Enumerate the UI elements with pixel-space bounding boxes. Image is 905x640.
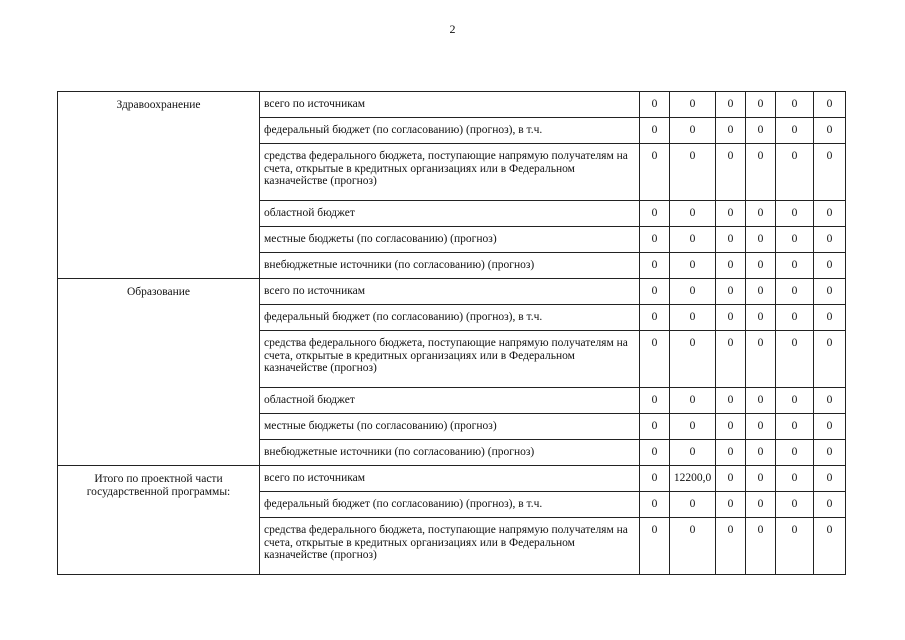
source-label: областной бюджет — [260, 201, 640, 227]
source-label: внебюджетные источники (по согласованию) (прогноз) — [260, 440, 640, 466]
value-cell: 0 — [670, 388, 716, 414]
value-cell: 0 — [746, 201, 776, 227]
table-row — [58, 279, 846, 305]
value-cell: 0 — [640, 92, 670, 118]
source-label: всего по источникам — [260, 92, 640, 118]
value-cell: 0 — [640, 201, 670, 227]
value-cell: 0 — [670, 201, 716, 227]
source-label: всего по источникам — [260, 279, 640, 305]
value-cell: 0 — [670, 92, 716, 118]
value-cell: 0 — [716, 388, 746, 414]
value-cell: 0 — [716, 118, 746, 144]
value-cell: 0 — [670, 414, 716, 440]
value-cell: 0 — [716, 331, 746, 388]
value-cell: 0 — [640, 440, 670, 466]
value-cell: 0 — [640, 331, 670, 388]
value-cell: 0 — [640, 466, 670, 492]
value-cell: 0 — [746, 492, 776, 518]
value-cell: 0 — [640, 279, 670, 305]
value-cell: 0 — [814, 201, 846, 227]
source-label: областной бюджет — [260, 388, 640, 414]
value-cell: 0 — [670, 331, 716, 388]
value-cell: 0 — [716, 227, 746, 253]
value-cell: 0 — [776, 279, 814, 305]
section-title: Итого по проектной части государственной программы: — [58, 466, 260, 575]
value-cell: 0 — [814, 331, 846, 388]
value-cell: 0 — [814, 492, 846, 518]
value-cell: 0 — [814, 279, 846, 305]
value-cell: 0 — [814, 227, 846, 253]
source-label: средства федерального бюджета, поступающие напрямую получателям на счета, открытые в кредитных организациях или в Федеральном казначействе (прогноз) — [260, 331, 640, 388]
value-cell: 0 — [670, 253, 716, 279]
value-cell: 0 — [814, 388, 846, 414]
value-cell: 0 — [640, 414, 670, 440]
value-cell: 0 — [776, 518, 814, 575]
value-cell: 0 — [746, 466, 776, 492]
value-cell: 0 — [716, 466, 746, 492]
value-cell: 0 — [640, 227, 670, 253]
value-cell: 0 — [670, 305, 716, 331]
value-cell: 0 — [814, 305, 846, 331]
budget-table-body — [58, 92, 846, 575]
value-cell: 0 — [670, 492, 716, 518]
value-cell: 0 — [716, 414, 746, 440]
budget-table — [57, 91, 846, 575]
value-cell: 0 — [670, 227, 716, 253]
value-cell: 0 — [776, 305, 814, 331]
value-cell: 0 — [716, 440, 746, 466]
value-cell: 0 — [716, 492, 746, 518]
value-cell: 0 — [746, 518, 776, 575]
value-cell: 0 — [814, 466, 846, 492]
value-cell: 0 — [776, 118, 814, 144]
value-cell: 0 — [640, 144, 670, 201]
source-label: местные бюджеты (по согласованию) (прогноз) — [260, 414, 640, 440]
value-cell: 0 — [670, 279, 716, 305]
value-cell: 0 — [776, 227, 814, 253]
source-label: внебюджетные источники (по согласованию) (прогноз) — [260, 253, 640, 279]
value-cell: 0 — [640, 118, 670, 144]
value-cell: 0 — [716, 92, 746, 118]
source-label: местные бюджеты (по согласованию) (прогноз) — [260, 227, 640, 253]
value-cell: 0 — [776, 331, 814, 388]
source-label: федеральный бюджет (по согласованию) (прогноз), в т.ч. — [260, 305, 640, 331]
value-cell: 0 — [640, 492, 670, 518]
section-title: Образование — [58, 279, 260, 466]
value-cell: 0 — [670, 144, 716, 201]
value-cell: 0 — [814, 518, 846, 575]
value-cell: 0 — [746, 305, 776, 331]
value-cell: 0 — [746, 144, 776, 201]
value-cell: 0 — [776, 414, 814, 440]
section-title: Здравоохранение — [58, 92, 260, 279]
value-cell: 0 — [746, 279, 776, 305]
value-cell: 0 — [640, 253, 670, 279]
value-cell: 0 — [746, 440, 776, 466]
value-cell: 0 — [814, 118, 846, 144]
value-cell: 0 — [746, 253, 776, 279]
value-cell: 12200,0 — [670, 466, 716, 492]
source-label: федеральный бюджет (по согласованию) (прогноз), в т.ч. — [260, 118, 640, 144]
value-cell: 0 — [814, 414, 846, 440]
value-cell: 0 — [746, 388, 776, 414]
value-cell: 0 — [814, 92, 846, 118]
value-cell: 0 — [814, 253, 846, 279]
value-cell: 0 — [716, 253, 746, 279]
value-cell: 0 — [746, 92, 776, 118]
value-cell: 0 — [716, 144, 746, 201]
value-cell: 0 — [746, 414, 776, 440]
source-label: средства федерального бюджета, поступающие напрямую получателям на счета, открытые в кредитных организациях или в Федеральном казначействе (прогноз) — [260, 144, 640, 201]
source-label: средства федерального бюджета, поступающие напрямую получателям на счета, открытые в кредитных организациях или в Федеральном казначействе (прогноз) — [260, 518, 640, 575]
value-cell: 0 — [776, 440, 814, 466]
value-cell: 0 — [716, 201, 746, 227]
value-cell: 0 — [716, 279, 746, 305]
source-label: всего по источникам — [260, 466, 640, 492]
value-cell: 0 — [776, 388, 814, 414]
value-cell: 0 — [814, 144, 846, 201]
value-cell: 0 — [640, 388, 670, 414]
value-cell: 0 — [670, 440, 716, 466]
value-cell: 0 — [776, 466, 814, 492]
source-label: федеральный бюджет (по согласованию) (прогноз), в т.ч. — [260, 492, 640, 518]
value-cell: 0 — [776, 92, 814, 118]
table-row — [58, 92, 846, 118]
table-row — [58, 466, 846, 492]
value-cell: 0 — [670, 518, 716, 575]
value-cell: 0 — [776, 144, 814, 201]
value-cell: 0 — [746, 227, 776, 253]
value-cell: 0 — [640, 518, 670, 575]
value-cell: 0 — [776, 492, 814, 518]
value-cell: 0 — [776, 253, 814, 279]
value-cell: 0 — [746, 118, 776, 144]
value-cell: 0 — [640, 305, 670, 331]
value-cell: 0 — [670, 118, 716, 144]
value-cell: 0 — [716, 305, 746, 331]
page-number: 2 — [449, 22, 456, 36]
value-cell: 0 — [776, 201, 814, 227]
value-cell: 0 — [814, 440, 846, 466]
value-cell: 0 — [746, 331, 776, 388]
value-cell: 0 — [716, 518, 746, 575]
